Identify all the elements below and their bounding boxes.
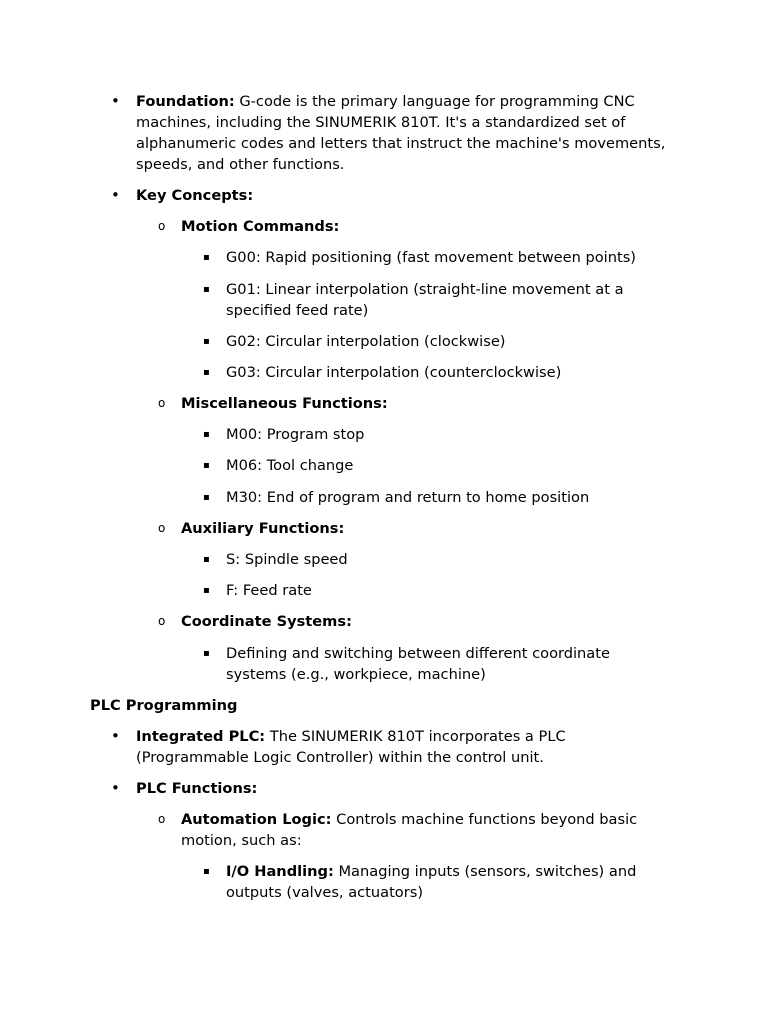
item-label: Auxiliary Functions: <box>181 520 345 537</box>
list-item-spindle-speed <box>203 549 666 570</box>
list-item-key-concepts <box>111 185 666 206</box>
square-bullet-marker: ▪ <box>203 866 210 877</box>
item-label: I/O Handling: <box>226 863 334 880</box>
item-text: G03: Circular interpolation (counterclockwise) <box>226 364 562 381</box>
item-label: Coordinate Systems: <box>181 613 352 630</box>
square-bullet-marker: ▪ <box>203 460 210 471</box>
item-label: Miscellaneous Functions: <box>181 395 388 412</box>
item-text: Controls machine functions beyond basic motion, such as: <box>181 811 638 849</box>
square-bullet-marker: ▪ <box>203 367 210 378</box>
list-item-g03 <box>203 362 666 383</box>
item-label: Automation Logic: <box>181 811 332 828</box>
sub-bullet-marker: o <box>158 812 166 826</box>
square-bullet-marker: ▪ <box>203 336 210 347</box>
square-bullet-marker: ▪ <box>203 648 210 659</box>
list-item-m30 <box>203 487 666 508</box>
square-bullet-marker: ▪ <box>203 492 210 503</box>
square-bullet-marker: ▪ <box>203 429 210 440</box>
item-text: G00: Rapid positioning (fast movement between points) <box>226 249 636 266</box>
list-item-plc-functions <box>111 778 666 799</box>
item-text: G-code is the primary language for programming CNC machines, including the SINUMERIK 810T. It's a standardized set of alphanumeric codes and letters that instruct the machine's movements, speeds, and other functions. <box>136 93 666 173</box>
item-text: G02: Circular interpolation (clockwise) <box>226 333 506 350</box>
list-item-aux-functions <box>158 518 666 539</box>
sub-bullet-marker: o <box>158 614 166 628</box>
item-text: M06: Tool change <box>226 457 354 474</box>
sub-bullet-marker: o <box>158 521 166 535</box>
square-bullet-marker: ▪ <box>203 585 210 596</box>
item-text: G01: Linear interpolation (straight-line movement at a specified feed rate) <box>226 281 624 319</box>
item-label: Foundation: <box>136 93 235 110</box>
bullet-marker: • <box>111 779 120 797</box>
item-label: Integrated PLC: <box>136 728 266 745</box>
item-text: Defining and switching between different coordinate systems (e.g., workpiece, machine) <box>226 645 610 683</box>
item-label: Motion Commands: <box>181 218 340 235</box>
list-item-foundation <box>111 91 666 175</box>
list-item-feed-rate <box>203 580 666 601</box>
sub-bullet-marker: o <box>158 219 166 233</box>
sub-bullet-marker: o <box>158 396 166 410</box>
square-bullet-marker: ▪ <box>203 252 210 263</box>
list-item-coordinate-systems <box>158 611 666 632</box>
item-text: F: Feed rate <box>226 582 312 599</box>
item-text: The SINUMERIK 810T incorporates a PLC (Programmable Logic Controller) within the control unit. <box>136 728 566 766</box>
bullet-marker: • <box>111 92 120 110</box>
item-label: PLC Functions: <box>136 780 258 797</box>
item-text: M00: Program stop <box>226 426 365 443</box>
item-label: Key Concepts: <box>136 187 254 204</box>
list-item-coordinate-switching <box>203 643 666 685</box>
list-item-integrated-plc <box>111 726 666 768</box>
item-text: S: Spindle speed <box>226 551 348 568</box>
item-text: M30: End of program and return to home position <box>226 489 590 506</box>
section-heading-plc: PLC Programming <box>90 697 238 714</box>
list-item-g02 <box>203 331 666 352</box>
square-bullet-marker: ▪ <box>203 554 210 565</box>
list-item-automation-logic <box>158 809 666 851</box>
item-text: Managing inputs (sensors, switches) and outputs (valves, actuators) <box>226 863 637 901</box>
list-item-m06 <box>203 455 666 476</box>
list-item-g00 <box>203 247 666 268</box>
list-item-m00 <box>203 424 666 445</box>
list-item-motion-commands <box>158 216 666 237</box>
list-item-io-handling <box>203 861 666 903</box>
square-bullet-marker: ▪ <box>203 284 210 295</box>
bullet-marker: • <box>111 186 120 204</box>
bullet-marker: • <box>111 727 120 745</box>
list-item-g01 <box>203 279 666 321</box>
list-item-misc-functions <box>158 393 666 414</box>
